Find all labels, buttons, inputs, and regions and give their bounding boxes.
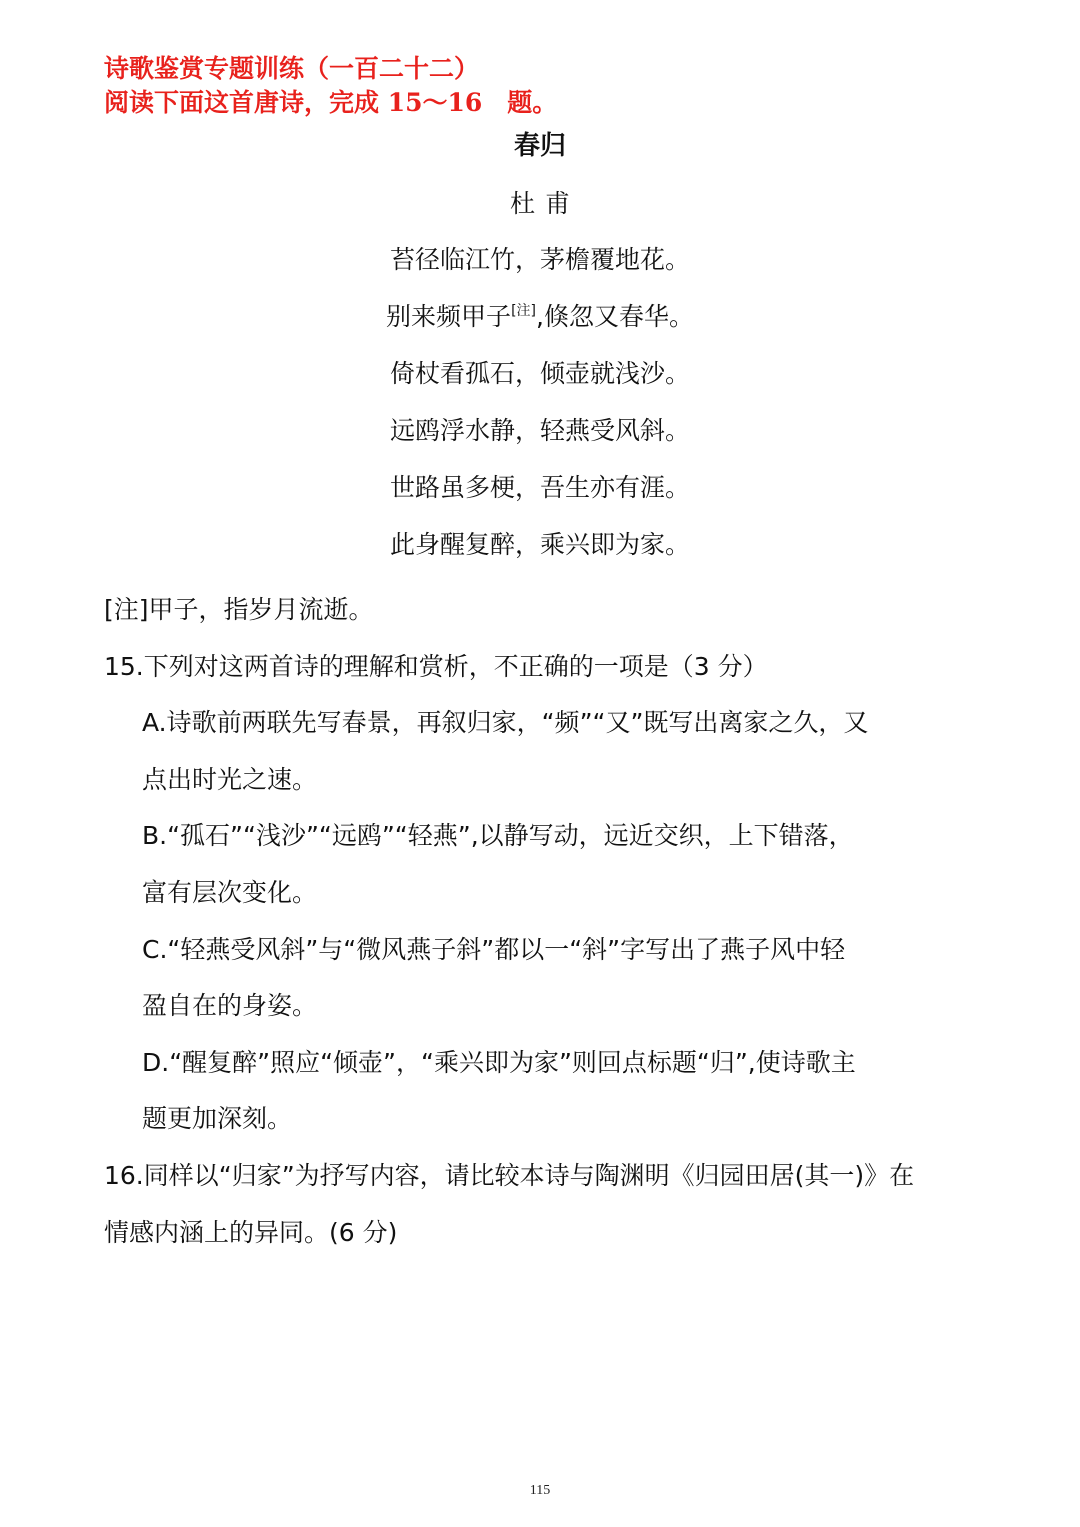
question-16-line-2: 情感内涵上的异同。(6 分) xyxy=(104,1217,398,1247)
poem-line-2-b: ,倏忽又春华。 xyxy=(536,302,694,331)
poem-line-1: 苔径临江竹，茅檐覆地花。 xyxy=(389,245,690,274)
exercise-header xyxy=(104,52,557,120)
reading-instruction: 阅读下面这首唐诗，完成 15～16 题。 xyxy=(104,88,558,117)
option-c-line-2: 盈自在的身姿。 xyxy=(142,991,318,1021)
poem-line-4: 远鸥浮水静，轻燕受风斜。 xyxy=(389,416,690,445)
option-d-line-1: D.“醒复醉”照应“倾壶”，“乘兴即为家”则回点标题“归”,使诗歌主 xyxy=(142,1047,856,1077)
question-16-line-1: 16.同样以“归家”为抒写内容，请比较本诗与陶渊明《归园田居(其一)》在 xyxy=(104,1160,915,1190)
option-b-line-1: B.“孤石”“浅沙”“远鸥”“轻燕”,以静写动，远近交织，上下错落， xyxy=(142,821,854,851)
poem-line-2 xyxy=(0,299,1080,356)
option-a-line-2: 点出时光之速。 xyxy=(142,764,318,794)
exercise-title: 诗歌鉴赏专题训练（一百二十二） xyxy=(104,54,480,83)
note-marker: [注] xyxy=(511,303,536,319)
poem-title: 春归 xyxy=(513,131,566,161)
poem-line-2-a: 别来频甲子 xyxy=(386,302,512,331)
poem-line-5: 世路虽多梗，吾生亦有涯。 xyxy=(389,473,690,502)
page-number: 115 xyxy=(529,1483,551,1498)
poem-line-6: 此身醒复醉，乘兴即为家。 xyxy=(389,530,690,559)
footnote: [注]甲子，指岁月流逝。 xyxy=(104,595,374,624)
poem-author: 杜甫 xyxy=(509,189,580,218)
option-a-line-1: A.诗歌前两联先写春景，再叙归家，“频”“又”既写出离家之久，又 xyxy=(142,708,869,738)
option-c-line-1: C.“轻燕受风斜”与“微风燕子斜”都以一“斜”字写出了燕子风中轻 xyxy=(142,934,846,964)
option-b-line-2: 富有层次变化。 xyxy=(142,877,318,907)
poem-body xyxy=(0,242,1080,584)
questions-section xyxy=(104,582,984,1261)
option-d-line-2: 题更加深刻。 xyxy=(142,1104,293,1134)
question-15-stem: 15.下列对这两首诗的理解和赏析，不正确的一项是（3 分） xyxy=(104,651,768,681)
poem-line-3: 倚杖看孤石，倾壶就浅沙。 xyxy=(389,359,690,388)
